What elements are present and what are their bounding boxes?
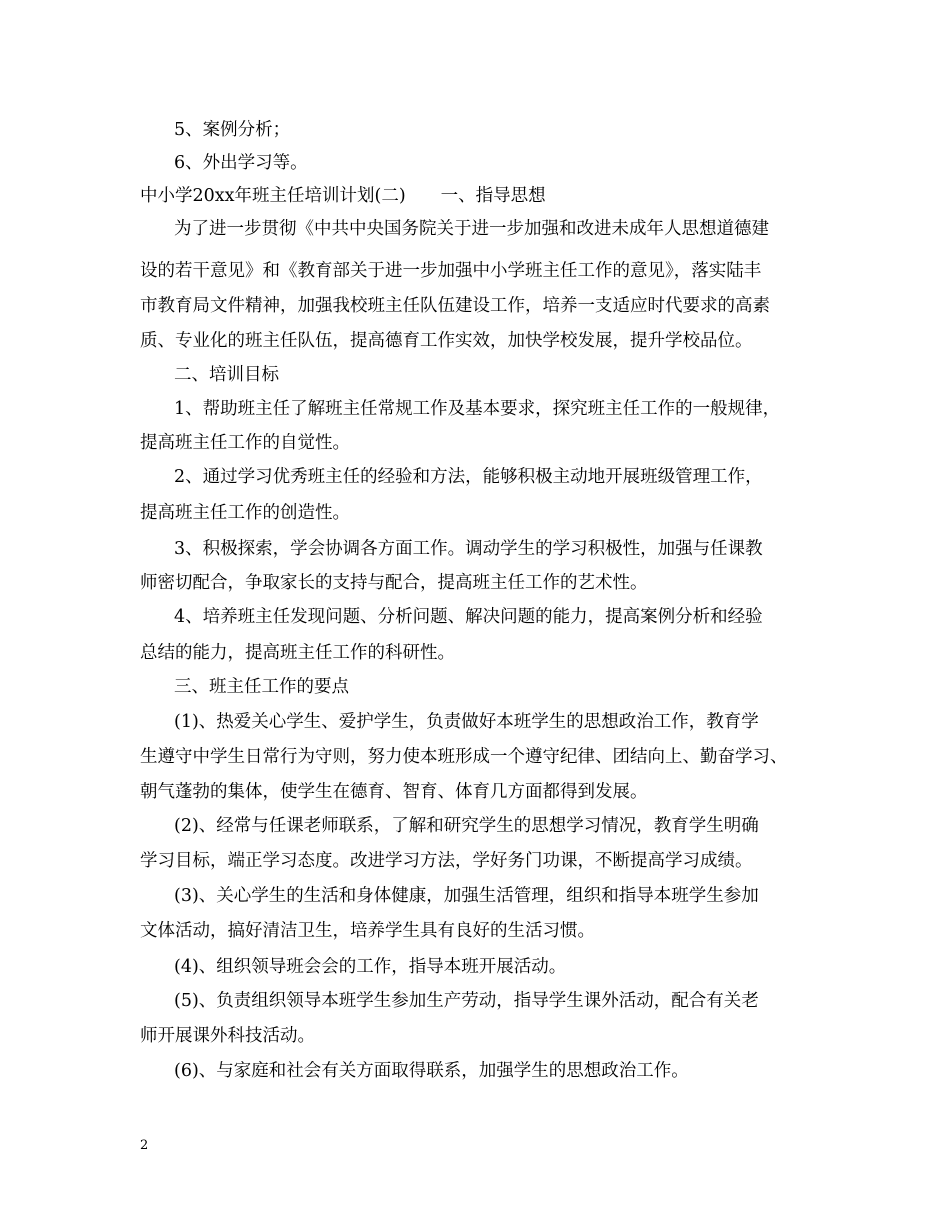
text-line: (4)、组织领导班会会的工作，指导本班开展活动。 [174, 957, 567, 977]
text-line: (2)、经常与任课老师联系，了解和研究学生的思想学习情况，教育学生明确 [174, 816, 759, 836]
section-heading: 三、班主任工作的要点 [174, 677, 349, 697]
text-line: 设的若干意见》和《教育部关于进一步加强中小学班主任工作的意见》，落实陆丰 [140, 261, 762, 281]
page-number: 2 [140, 1138, 149, 1153]
text-line: 学习目标，端正学习态度。改进学习方法，学好务门功课，不断提高学习成绩。 [140, 851, 753, 871]
text-line: 4、培养班主任发现问题、分析问题、解决问题的能力，提高案例分析和经验 [174, 607, 763, 627]
text-line: 5、案例分析； [174, 120, 291, 140]
text-line: 2、通过学习优秀班主任的经验和方法，能够积极主动地开展班级管理工作， [174, 467, 763, 487]
text-line: (1)、热爱关心学生、爱护学生，负责做好本班学生的思想政治工作，教育学 [174, 712, 759, 732]
text-line: 朝气蓬勃的集体，使学生在德育、智育、体育几方面都得到发展。 [140, 782, 648, 802]
text-line: 生遵守中学生日常行为守则，努力使本班形成一个遵守纪律、团结向上、勤奋学习、 [140, 747, 788, 767]
text-line: (3)、关心学生的生活和身体健康，加强生活管理，组织和指导本班学生参加 [174, 886, 759, 906]
text-line: (5)、负责组织领导本班学生参加生产劳动，指导学生课外活动，配合有关老 [174, 991, 759, 1011]
section-heading: 中小学20xx年班主任培训计划(二) 一、指导思想 [140, 186, 546, 206]
text-line: 提高班主任工作的自觉性。 [140, 433, 350, 453]
text-line: 为了进一步贯彻《中共中央国务院关于进一步加强和改进未成年人思想道德建 [174, 219, 769, 239]
text-line: 6、外出学习等。 [174, 153, 308, 173]
section-heading: 二、培训目标 [174, 365, 279, 385]
text-line: 1、帮助班主任了解班主任常规工作及基本要求，探究班主任工作的一般规律， [174, 399, 781, 419]
text-line: 总结的能力，提高班主任工作的科研性。 [140, 643, 455, 663]
text-line: 质、专业化的班主任队伍，提高德育工作实效，加快学校发展，提升学校品位。 [140, 331, 753, 351]
text-line: 师密切配合，争取家长的支持与配合，提高班主任工作的艺术性。 [140, 573, 648, 593]
text-line: 3、积极探索，学会协调各方面工作。调动学生的学习积极性，加强与任课教 [174, 539, 763, 559]
text-line: 文体活动，搞好清洁卫生，培养学生具有良好的生活习惯。 [140, 921, 595, 941]
text-line: (6)、与家庭和社会有关方面取得联系，加强学生的思想政治工作。 [174, 1061, 689, 1081]
text-line: 师开展课外科技活动。 [140, 1026, 315, 1046]
text-line: 市教育局文件精神，加强我校班主任队伍建设工作，培养一支适应时代要求的高素 [140, 296, 770, 316]
text-line: 提高班主任工作的创造性。 [140, 503, 350, 523]
